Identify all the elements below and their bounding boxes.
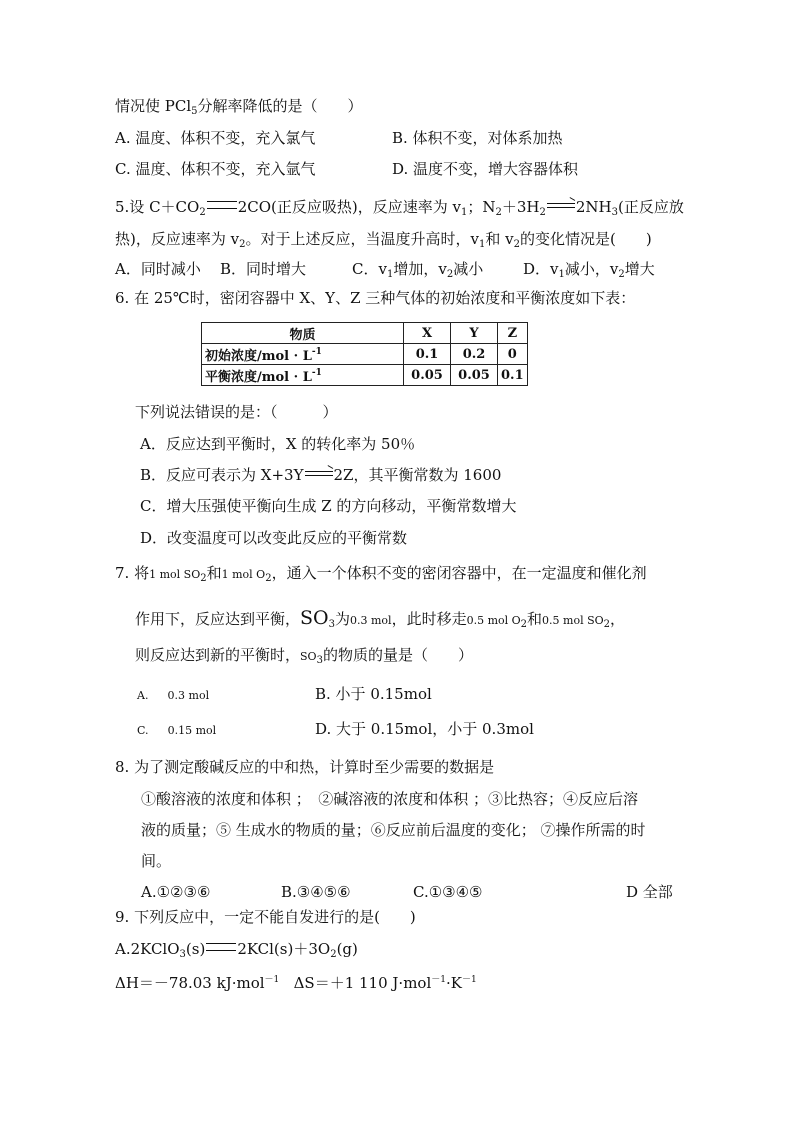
q4-option-c: C. 温度、体积不变，充入氩气 [115,160,316,178]
q8-option-d: D 全部 [626,883,673,901]
q7-option-c: C. 0.15 mol [137,724,217,737]
q7-option-a: A. 0.3 mol [137,689,210,702]
equilibrium-arrow-icon [305,469,333,478]
q5-option-d: D．$v_1$减小，$v_2$增大 [523,260,655,280]
q8-option-c: C.①③④⑤ [413,883,483,901]
table-row [202,344,528,365]
table-cell: 0.05 [404,365,451,386]
equals-arrow-icon [207,201,237,209]
q5-stem-line1: 5.设 $C+CO_2$ 2CO(正反应吸热)，反应速率为 $v_1$；$N_2+3H_2$ $2NH_3$(正反应放 [115,198,684,218]
table-row [202,365,528,386]
q7-option-d: D. 大于 0.15mol，小于 0.3mol [315,720,534,738]
q4-option-d: D. 温度不变，增大容器体积 [392,160,579,178]
q9-thermo-values: ΔH＝－78.03 kJ·mol$^{-1}$ ΔS＝＋1 110 $J\cdot mol^{-1}\cdot K^{-1}$ [115,974,477,992]
q9-option-a-equation: A.2KClO$_3$(s) $2KCl(s)+3O_2(g)$ [115,940,358,960]
q8-item-line1: ①酸溶液的浓度和体积 ； ②碱溶液的浓度和体积 ；③比热容；④反应后溶 [141,790,639,808]
q9-stem: 9. 下列反应中，一定不能自发进行的是( ) [115,908,416,926]
q8-option-a: A.①②③⑥ [141,883,211,901]
q5-option-b: B．同时增大 [220,260,307,278]
q7-stem-line2: 作用下，反应达到平衡，$SO_3$为0.3 mol，此时移走0.5 mol $O_2$和0.5 mol $SO_2$， [135,607,626,630]
table-cell: 平衡浓度$/mol \cdot L^{-1}$ [202,365,404,386]
q4-option-b: B. 体积不变，对体系加热 [392,129,563,147]
table-header: 物质 [202,323,404,344]
q6-option-a: A．反应达到平衡时，X 的转化率为 50％ [140,435,416,453]
table-cell: 0.05 [451,365,498,386]
q8-option-b: B.③④⑤⑥ [281,883,351,901]
q7-stem-line3: 则反应达到新的平衡时，$SO_3$的物质的量是（ ） [135,646,473,666]
q7-option-b: B. 小于 0.15mol [315,685,432,703]
q5-stem-line2: 热)，反应速率为 $v_2$。对于上述反应，当温度升高时，$v_1$和 $v_2$的变化情况是( ) [115,230,652,250]
equals-arrow-icon [206,943,236,951]
concentration-table [201,322,528,386]
q8-item-line2: 液的质量；⑤ 生成水的物质的量；⑥反应前后温度的变化； ⑦操作所需的时 [141,821,646,839]
table-cell: 0 [498,344,528,365]
q6-option-d: D．改变温度可以改变此反应的平衡常数 [140,529,408,547]
table-cell: 0.2 [451,344,498,365]
q5-option-a: A．同时减小 [115,260,201,278]
table-cell: 0.1 [498,365,528,386]
table-cell: 初始浓度$/mol \cdot L^{-1}$ [202,344,404,365]
q4-stem: 情况使 PCl$_5$分解率降低的是（ ） [115,97,363,117]
equilibrium-arrow-icon [547,201,575,210]
table-header: X [404,323,451,344]
q6-option-b: B．反应可表示为 X+3Y 2Z，其平衡常数为 1600 [140,466,502,484]
q6-option-c: C．增大压强使平衡向生成 Z 的方向移动，平衡常数增大 [140,497,517,515]
table-header: Y [451,323,498,344]
q8-item-line3: 间。 [141,852,172,870]
q7-stem-line1: 7. 将1 mol $SO_2$和1 mol $O_2$，通入一个体积不变的密闭容器中，在一定温度和催化剂 [115,564,647,584]
table-row [202,323,528,344]
q5-option-c: C．$v_1$增加，$v_2$减小 [352,260,484,280]
q6-question: 下列说法错误的是：（ ） [135,403,338,421]
q4-option-a: A. 温度、体积不变，充入氯气 [115,129,316,147]
table-cell: 0.1 [404,344,451,365]
q6-stem: 6. 在 25℃时，密闭容器中 X、Y、Z 三种气体的初始浓度和平衡浓度如下表： [115,289,636,307]
table-header: Z [498,323,528,344]
q8-stem: 8. 为了测定酸碱反应的中和热，计算时至少需要的数据是 [115,758,495,776]
